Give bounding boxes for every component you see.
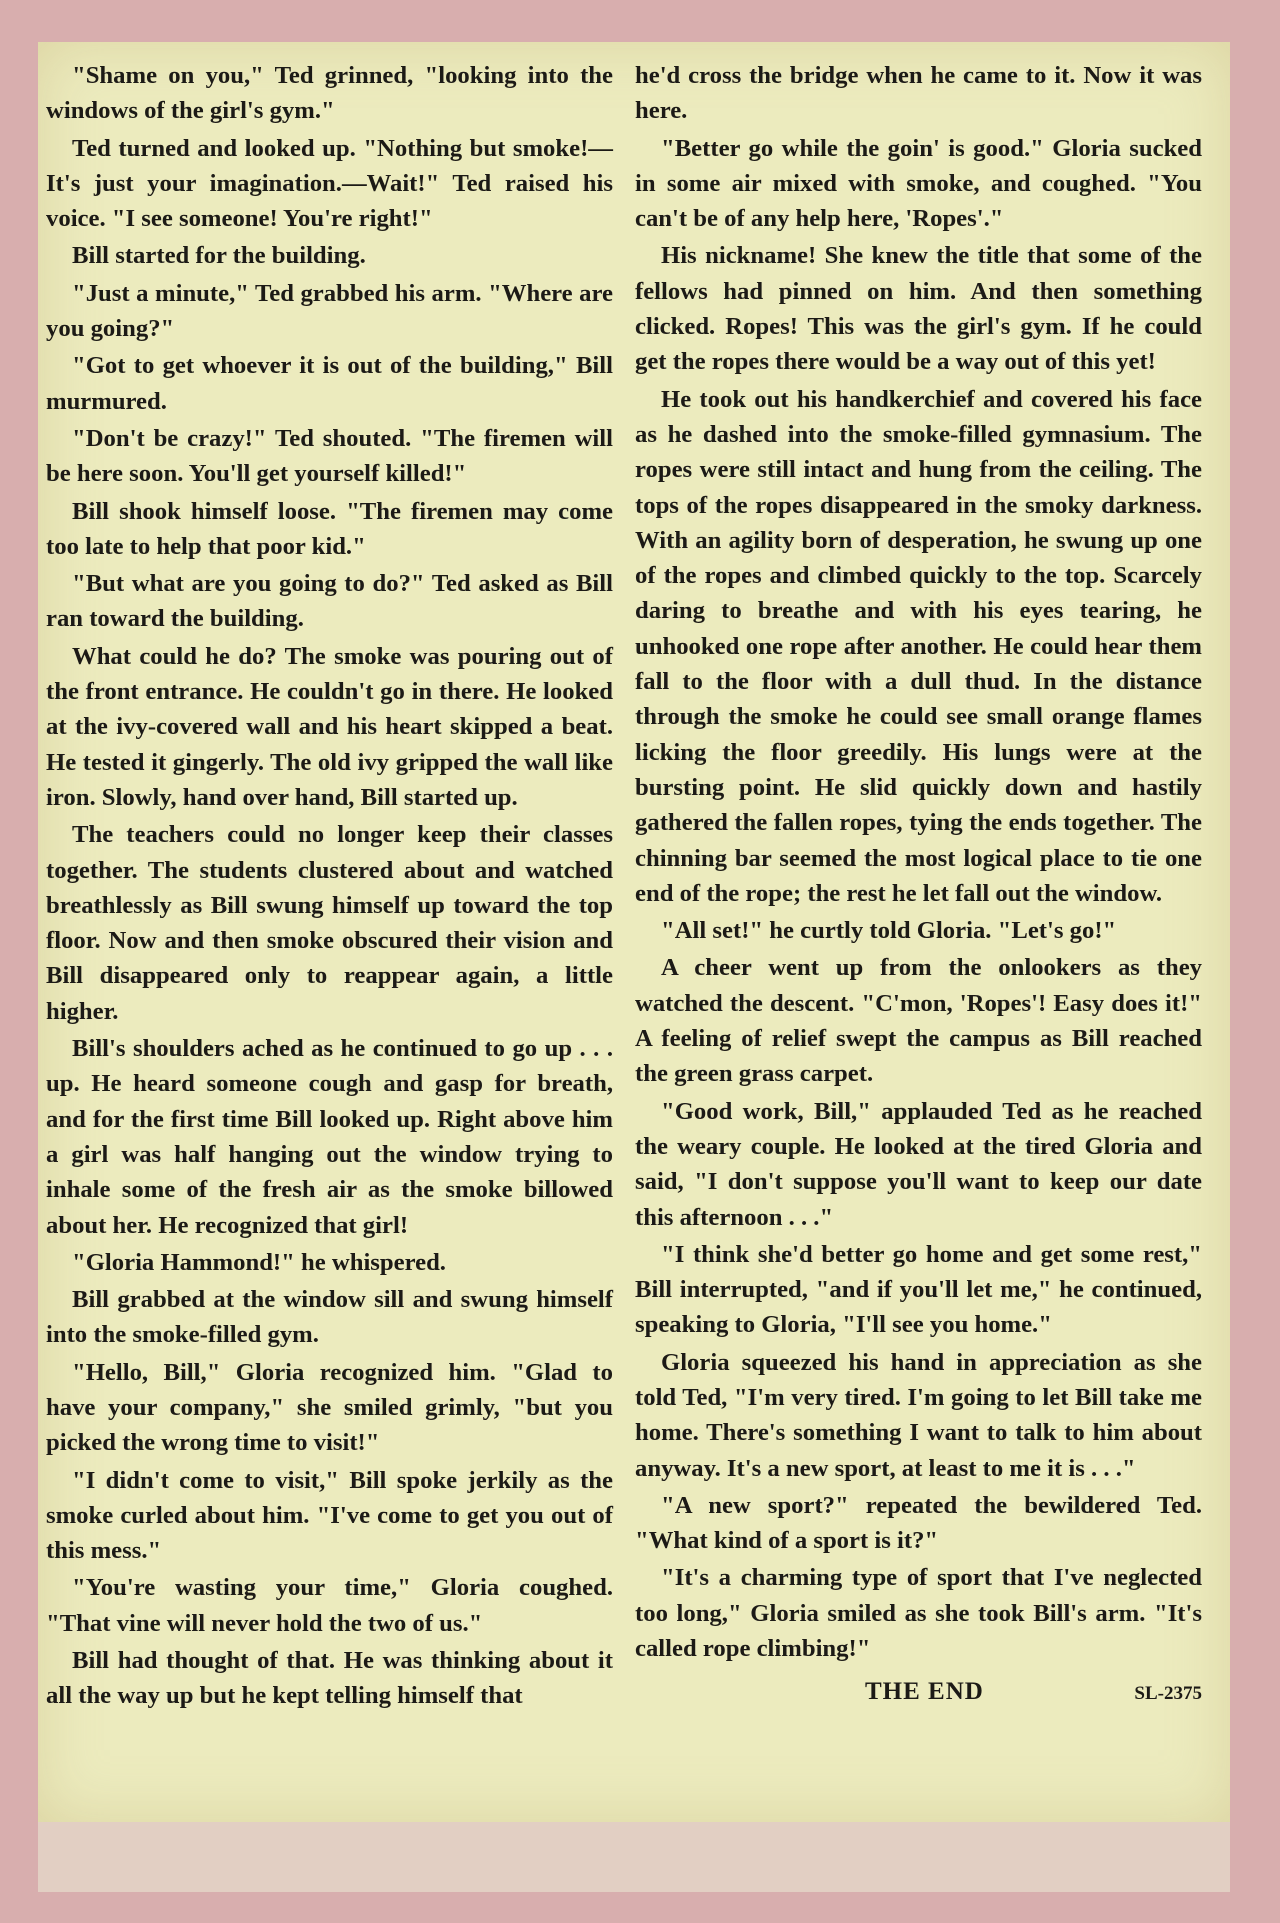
paragraph: Bill started for the building. xyxy=(72,242,366,270)
paragraph: "You're wasting your time," Gloria coughed. "That vine will never hold the two of us." xyxy=(46,1574,613,1637)
paragraph: His nickname! She knew the title that some of the fellows had pinned on him. And then something clicked. Ropes! This was the girl's gym. If he could get the ropes there would be a way out of this yet! xyxy=(635,242,1202,376)
paragraph: "Got to get whoever it is out of the building," Bill murmured. xyxy=(46,352,613,415)
paragraph: Ted turned and looked up. "Nothing but smoke!—It's just your imagination.—Wait!" Ted raised his voice. "I see someone! You're right!" xyxy=(46,134,613,233)
story-footer xyxy=(635,1674,1202,1711)
paragraph: "Gloria Hammond!" he whispered. xyxy=(72,1248,446,1276)
paragraph: "Don't be crazy!" Ted shouted. "The firemen will be here soon. You'll get yourself killed!" xyxy=(46,424,613,488)
paragraph: He took out his handkerchief and covered his face as he dashed into the smoke-filled gymnasium. The ropes were still intact and hung from the ceiling. The tops of the ropes disappeared in the smoky darkness. With an agility born of desperation, he swung up one of the ropes and climbed quickly to the top. Scarcely daring to breathe and with his eyes tearing, he unhooked one rope after another. He could hear them fall to the floor with a dull thud. In the distance through the smoke he could see small orange flames licking the floor greedily. His lungs were at the bursting point. He slid quickly down and hastily gathered the fallen ropes, tying the ends together. The chinning bar seemed the most logical place to tie one end of the rope; the rest he let fall out the window. xyxy=(635,385,1202,907)
paragraph: "It's a charming type of sport that I've neglected too long," Gloria smiled as she took Bill's arm. "It's called rope climbing!" xyxy=(635,1564,1202,1663)
paragraph: "Just a minute," Ted grabbed his arm. "Where are you going?" xyxy=(46,279,613,343)
paragraph: What could he do? The smoke was pouring out of the front entrance. He couldn't go in there. He looked at the ivy-covered wall and his heart skipped a beat. He tested it gingerly. The old ivy gripped the wall like iron. Slowly, hand over hand, Bill started up. xyxy=(46,642,613,811)
paragraph: Bill grabbed at the window sill and swung himself into the smoke-filled gym. xyxy=(46,1286,613,1349)
paragraph: The teachers could no longer keep their classes together. The students clustered about and watched breathlessly as Bill swung himself up toward the top floor. Now and then smoke obscured their vision and Bill disappeared only to reappear again, a little higher. xyxy=(46,821,613,1025)
paragraph: Gloria squeezed his hand in appreciation as she told Ted, "I'm very tired. I'm going to let Bill take me home. There's something I want to talk to him about anyway. It's a new sport, at least to me it is . . ." xyxy=(635,1348,1202,1482)
paragraph: "All set!" he curtly told Gloria. "Let's go!" xyxy=(661,917,1117,945)
paragraph-continuation: he'd cross the bridge when he came to it. Now it was here. xyxy=(635,62,1202,125)
story-code: SL-2375 xyxy=(1134,1683,1202,1705)
paragraph: "Better go while the goin' is good." Gloria sucked in some air mixed with smoke, and coughed. "You can't be of any help here, 'Ropes'." xyxy=(635,134,1202,233)
right-column xyxy=(635,58,1202,1712)
paragraph: "A new sport?" repeated the bewildered Ted. "What kind of a sport is it?" xyxy=(635,1491,1202,1555)
story-page xyxy=(38,42,1230,1822)
paragraph: "Shame on you," Ted grinned, "looking into the windows of the girl's gym." xyxy=(46,62,613,125)
paragraph: Bill shook himself loose. "The firemen may come too late to help that poor kid." xyxy=(46,497,613,560)
paragraph: Bill's shoulders ached as he continued to go up . . . up. He heard someone cough and gasp for breath, and for the first time Bill looked up. Right above him a girl was half hanging out the window trying to inhale some of the fresh air as the smoke billowed about her. He recognized that girl! xyxy=(46,1035,613,1239)
page-bottom-margin xyxy=(38,1822,1230,1892)
left-column xyxy=(46,58,613,1716)
paragraph: "I didn't come to visit," Bill spoke jerkily as the smoke curled about him. "I've come to get you out of this mess." xyxy=(46,1466,613,1565)
paragraph: "But what are you going to do?" Ted asked as Bill ran toward the building. xyxy=(46,570,613,633)
paragraph: "Hello, Bill," Gloria recognized him. "Glad to have your company," she smiled grimly, "but you picked the wrong time to visit!" xyxy=(46,1358,613,1457)
paragraph: Bill had thought of that. He was thinking about it all the way up but he kept telling himself that xyxy=(46,1647,613,1710)
paragraph: A cheer went up from the onlookers as they watched the descent. "C'mon, 'Ropes'! Easy does it!" A feeling of relief swept the campus as Bill reached the green grass carpet. xyxy=(635,954,1202,1088)
paragraph: "I think she'd better go home and get some rest," Bill interrupted, "and if you'll let me," he continued, speaking to Gloria, "I'll see you home." xyxy=(635,1240,1202,1339)
paragraph: "Good work, Bill," applauded Ted as he reached the weary couple. He looked at the tired Gloria and said, "I don't suppose you'll want to keep our date this afternoon . . ." xyxy=(635,1097,1202,1231)
the-end-label: THE END xyxy=(865,1678,984,1706)
